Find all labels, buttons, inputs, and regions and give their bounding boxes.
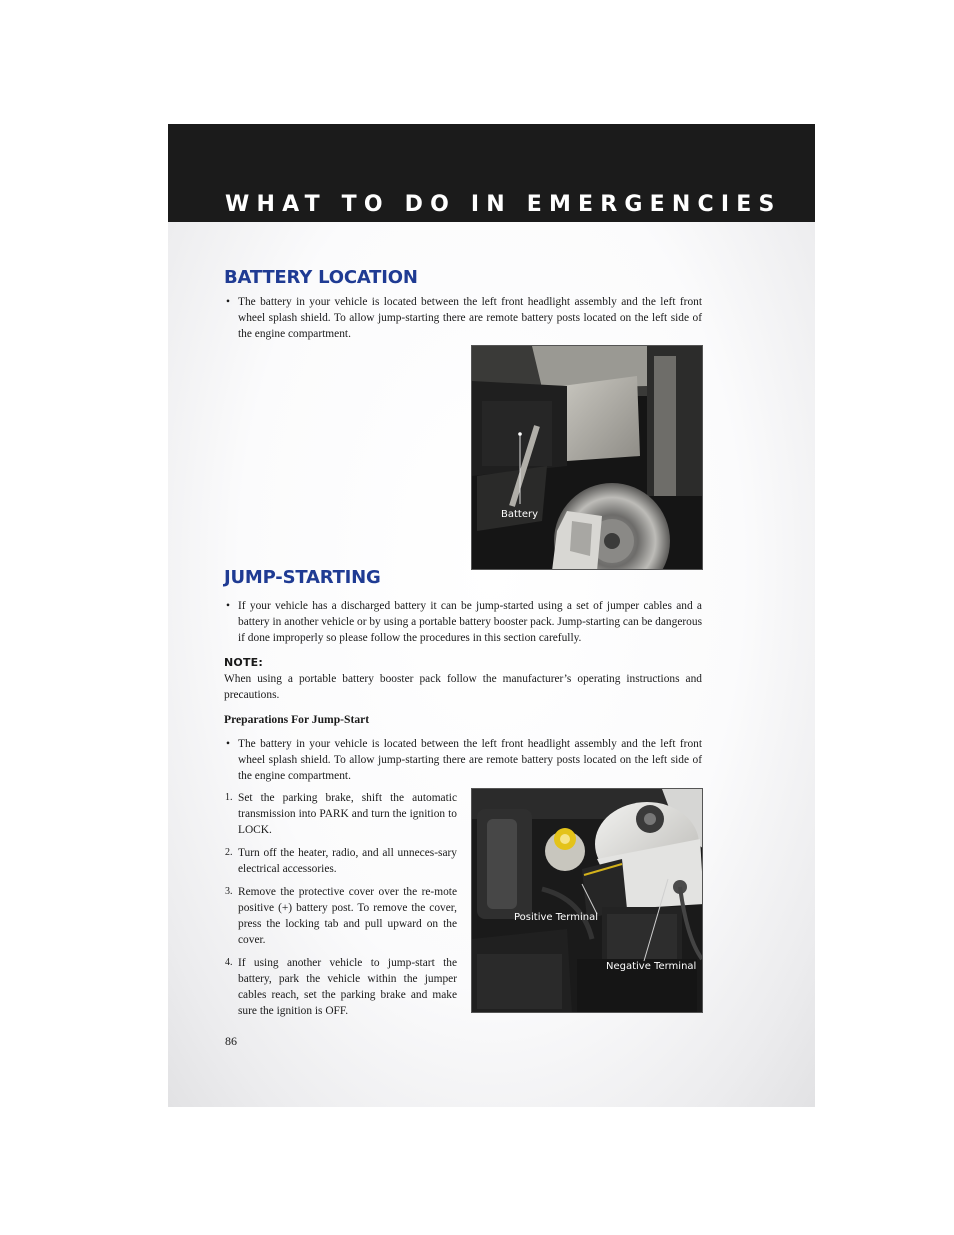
preparations-heading-block [224, 713, 702, 726]
preparations-text: The battery in your vehicle is located between the left front headlight assembly and the left front wheel splash shield. To allow jump-starting there are remote battery posts located on the left side of the engine compartment. [238, 738, 702, 782]
step-item [224, 790, 457, 838]
battery-location-bullet [224, 294, 702, 342]
page-number: 86 [225, 1034, 237, 1048]
step-text: Set the parking brake, shift the automatic transmission into PARK and turn the ignition to LOCK. [238, 792, 457, 836]
jump-starting-section [224, 567, 702, 588]
battery-location-heading: BATTERY LOCATION [224, 267, 418, 288]
remote-posts-photo [471, 788, 703, 1013]
step-item [224, 884, 457, 948]
note-block [224, 656, 702, 703]
preparations-bullet [224, 736, 702, 784]
manual-page [168, 124, 815, 1107]
battery-location-section [224, 267, 702, 288]
step-number: 1. [225, 792, 233, 803]
positive-terminal-label: Positive Terminal [514, 912, 598, 923]
bullet-dot: • [226, 738, 230, 750]
engine-bay-wheel-image [472, 346, 703, 570]
jump-starting-heading: JUMP-STARTING [224, 567, 381, 588]
step-number: 2. [225, 847, 233, 858]
note-text: When using a portable battery booster pack follow the manufacturer’s operating instructions and precautions. [224, 673, 702, 701]
note-label: NOTE: [224, 656, 263, 669]
section-banner [168, 124, 815, 222]
engine-compartment-image [472, 789, 703, 1013]
section-title: WHAT TO DO IN EMERGENCIES [225, 192, 782, 217]
step-text: Turn off the heater, radio, and all unneces-sary electrical accessories. [238, 847, 457, 875]
battery-callout-label: Battery [501, 509, 539, 520]
step-text: Remove the protective cover over the re-mote positive (+) battery post. To remove the cover, press the locking tab and pull upward on the cover. [238, 886, 457, 946]
step-text: If using another vehicle to jump-start the battery, park the vehicle within the jumper cables reach, set the parking brake and make sure the ignition is OFF. [238, 957, 457, 1017]
step-number: 3. [225, 886, 233, 897]
preparations-heading: Preparations For Jump-Start [224, 713, 370, 726]
bullet-dot: • [226, 600, 230, 612]
battery-location-text: The battery in your vehicle is located between the left front headlight assembly and the left front wheel splash shield. To allow jump-starting there are remote battery posts located on the left side of the engine compartment. [238, 296, 702, 340]
bullet-dot: • [226, 296, 230, 308]
step-number: 4. [225, 957, 233, 968]
jump-starting-text: If your vehicle has a discharged battery it can be jump-started using a set of jumper cables and a battery in another vehicle or by using a portable battery booster pack. Jump-starting can be dangerous if done improperly so please follow the procedures in this section carefully. [238, 600, 702, 644]
steps-list [224, 790, 457, 1026]
jump-starting-bullet [224, 598, 702, 646]
step-item [224, 955, 457, 1019]
step-item [224, 845, 457, 877]
negative-terminal-label: Negative Terminal [606, 961, 697, 972]
battery-location-photo [471, 345, 703, 570]
